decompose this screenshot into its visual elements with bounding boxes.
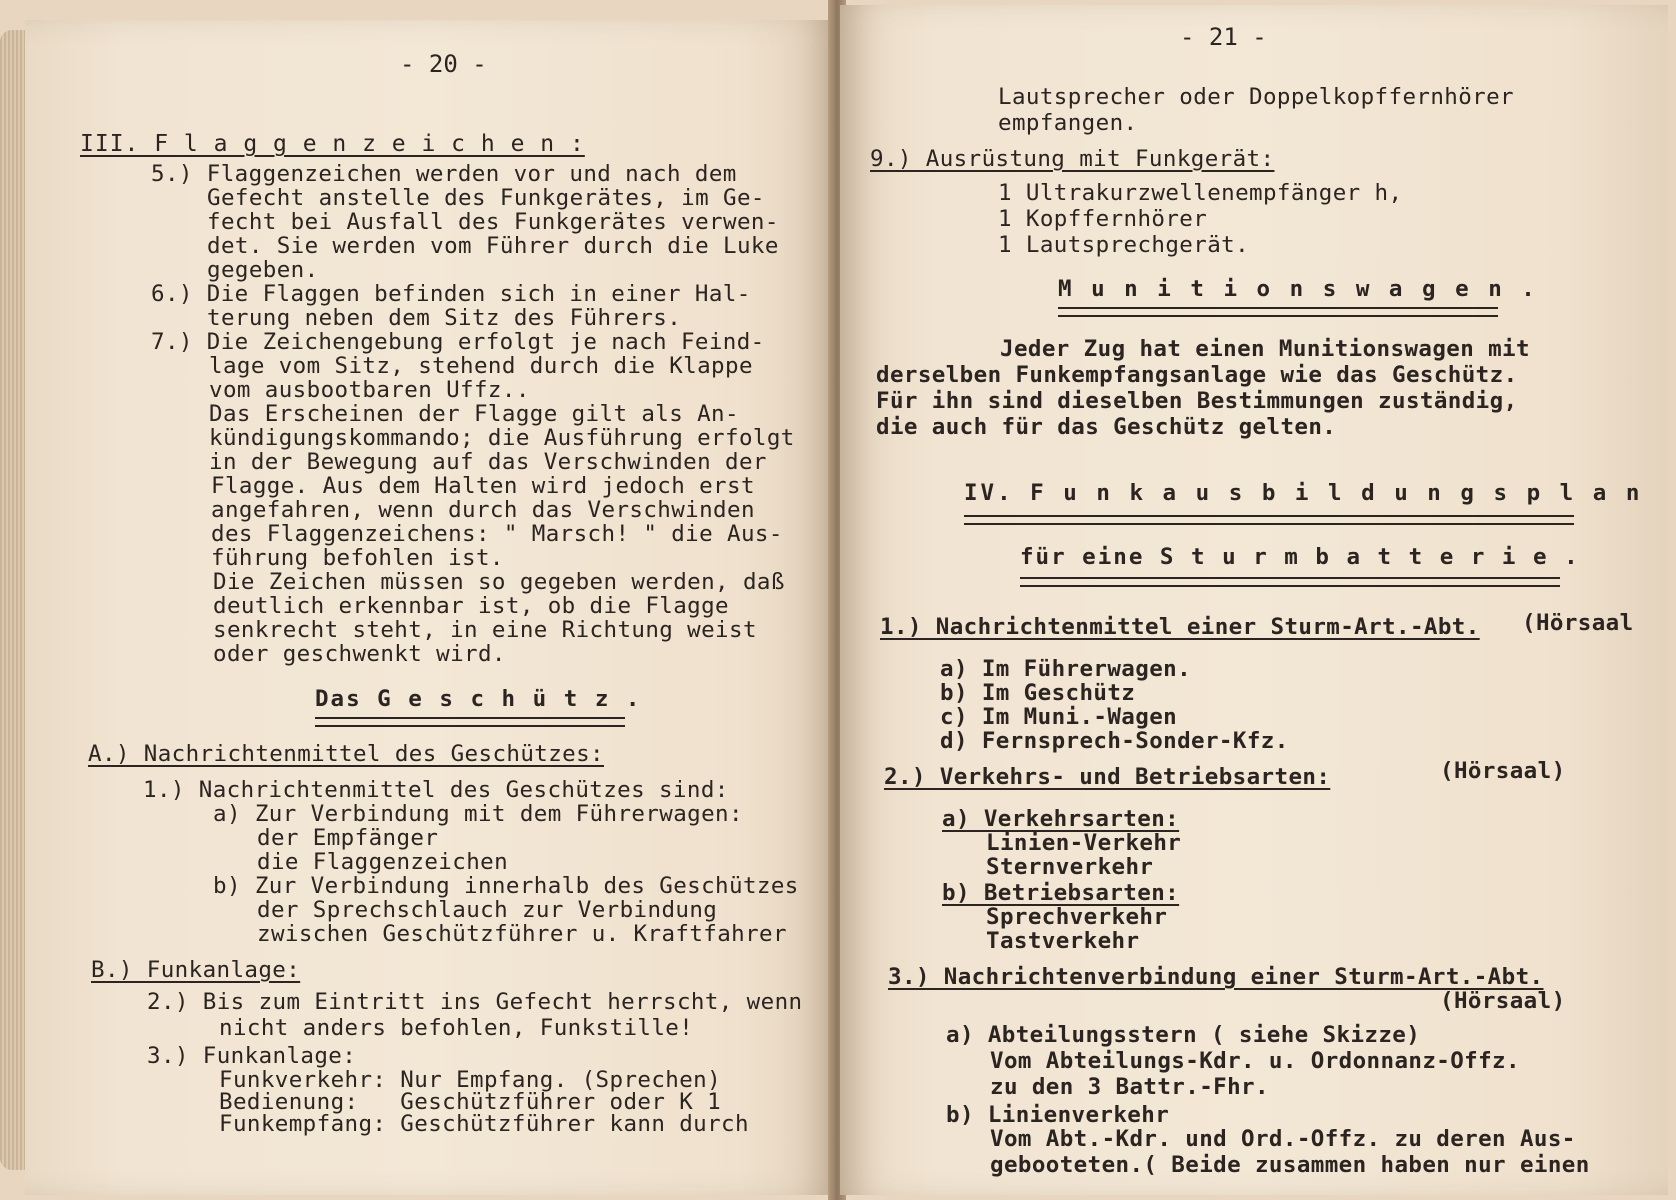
text-line: deutlich erkennbar ist, ob die Flagge — [213, 593, 730, 619]
location-note: (Hörsaal) — [1440, 988, 1566, 1014]
double-underline — [1020, 577, 1560, 587]
list-heading: a) Verkehrsarten: — [942, 806, 1180, 832]
text-line: Funkempfang: Geschützführer kann durch — [219, 1111, 749, 1137]
text-line: zu den 3 Battr.-Fhr. — [990, 1074, 1269, 1100]
text-line: gebooteten.( Beide zusammen haben nur einen — [990, 1152, 1590, 1178]
text-line: 1 Kopffernhörer — [998, 206, 1208, 232]
right-page — [840, 5, 1668, 1195]
list-item: Sternverkehr — [986, 854, 1154, 880]
text-line: zwischen Geschützführer u. Kraftfahrer — [257, 921, 787, 947]
text-line: Vom Abt.-Kdr. und Ord.-Offz. zu deren Aus- — [990, 1126, 1576, 1152]
text-line: oder geschwenkt wird. — [213, 641, 506, 667]
list-heading: b) Betriebsarten: — [942, 880, 1180, 906]
text-line: die auch für das Geschütz gelten. — [876, 414, 1337, 440]
text-line: 1 Ultrakurzwellenempfänger h, — [998, 180, 1403, 206]
text-line: der Sprechschlauch zur Verbindung — [257, 897, 718, 923]
text-line: b) Zur Verbindung innerhalb des Geschützes — [213, 873, 799, 899]
section-heading: III. F l a g g e n z e i c h e n : — [80, 131, 585, 157]
page-number: - 21 - — [1180, 23, 1267, 51]
text-line: 1.) Nachrichtenmittel des Geschützes sind: — [143, 777, 729, 803]
double-underline — [315, 717, 625, 727]
section-heading: 3.) Nachrichtenverbindung einer Sturm-Art.-Abt. — [888, 964, 1544, 990]
location-note: (Hörsaal — [1522, 610, 1634, 636]
text-line: det. Sie werden vom Führer durch die Luke — [207, 233, 779, 259]
text-line: 3.) Funkanlage: — [147, 1043, 357, 1069]
text-line: gegeben. — [207, 257, 319, 283]
section-heading: A.) Nachrichtenmittel des Geschützes: — [88, 741, 605, 767]
list-item: d) Fernsprech-Sonder-Kfz. — [940, 728, 1289, 754]
list-heading: b) Linienverkehr — [946, 1102, 1170, 1128]
list-item: a) Im Führerwagen. — [940, 656, 1192, 682]
text-line: derselben Funkempfangsanlage wie das Geschütz. — [876, 362, 1518, 388]
text-line: Die Zeichen müssen so gegeben werden, daß — [213, 569, 785, 595]
text-line: kündigungskommando; die Ausführung erfolgt — [209, 425, 795, 451]
text-line: angefahren, wenn durch das Verschwinden — [211, 497, 755, 523]
text-line: a) Zur Verbindung mit dem Führerwagen: — [213, 801, 743, 827]
text-line: fecht bei Ausfall des Funkgerätes verwen- — [207, 209, 779, 235]
list-heading: a) Abteilungsstern ( siehe Skizze) — [946, 1022, 1421, 1048]
text-line: führung befohlen ist. — [211, 545, 504, 571]
text-line: die Flaggenzeichen — [257, 849, 509, 875]
location-note: (Hörsaal) — [1440, 758, 1566, 784]
double-underline — [964, 515, 1574, 525]
text-line: nicht anders befohlen, Funkstille! — [219, 1015, 694, 1041]
plan-heading: IV. F u n k a u s b i l d u n g s p l a n — [964, 480, 1643, 506]
text-line: 6.) Die Flaggen befinden sich in einer Hal- — [151, 281, 751, 307]
text-line: terung neben dem Sitz des Führers. — [207, 305, 682, 331]
subheading: Das G e s c h ü t z . — [315, 686, 642, 712]
text-line: 2.) Bis zum Eintritt ins Gefecht herrscht, wenn — [147, 989, 803, 1015]
text-line: Funkverkehr: Nur Empfang. (Sprechen) — [219, 1067, 722, 1093]
text-line: Bedienung: Geschützführer oder K 1 — [219, 1089, 722, 1115]
text-line: in der Bewegung auf das Verschwinden der — [209, 449, 767, 475]
list-item: Tastverkehr — [986, 928, 1140, 954]
subheading: M u n i t i o n s w a g e n . — [1058, 276, 1538, 302]
text-line: der Empfänger — [257, 825, 439, 851]
plan-subheading: für eine S t u r m b a t t e r i e . — [1020, 544, 1580, 570]
text-line: senkrecht steht, in eine Richtung weist — [213, 617, 757, 643]
list-item: Sprechverkehr — [986, 904, 1168, 930]
list-item: b) Im Geschütz — [940, 680, 1136, 706]
text-line: Gefecht anstelle des Funkgerätes, im Ge- — [207, 185, 765, 211]
list-item: Linien-Verkehr — [986, 830, 1182, 856]
text-line: Das Erscheinen der Flagge gilt als An- — [209, 401, 739, 427]
section-heading: 1.) Nachrichtenmittel einer Sturm-Art.-Abt. — [880, 614, 1480, 640]
text-line: Vom Abteilungs-Kdr. u. Ordonnanz-Offz. — [990, 1048, 1520, 1074]
text-line: Flagge. Aus dem Halten wird jedoch erst — [211, 473, 755, 499]
page-edge — [0, 30, 26, 1170]
text-line: 5.) Flaggenzeichen werden vor und nach dem — [151, 161, 737, 187]
text-line: empfangen. — [998, 110, 1138, 136]
list-item: c) Im Muni.-Wagen — [940, 704, 1178, 730]
page-number: - 20 - — [400, 50, 487, 78]
double-underline — [1058, 307, 1498, 317]
text-line: vom ausbootbaren Uffz.. — [209, 377, 530, 403]
text-line: 1 Lautsprechgerät. — [998, 232, 1250, 258]
text-line: Lautsprecher oder Doppelkopffernhörer — [998, 84, 1515, 110]
text-line: Für ihn sind dieselben Bestimmungen zuständig, — [876, 388, 1518, 414]
left-page — [25, 20, 835, 1195]
text-line: lage vom Sitz, stehend durch die Klappe — [209, 353, 753, 379]
section-heading: B.) Funkanlage: — [91, 957, 301, 983]
text-line: des Flaggenzeichens: " Marsch! " die Aus- — [211, 521, 783, 547]
section-heading: 9.) Ausrüstung mit Funkgerät: — [870, 146, 1275, 172]
text-line: Jeder Zug hat einen Munitionswagen mit — [1000, 336, 1530, 362]
section-heading: 2.) Verkehrs- und Betriebsarten: — [884, 764, 1331, 790]
text-line: 7.) Die Zeichengebung erfolgt je nach Feind- — [151, 329, 765, 355]
